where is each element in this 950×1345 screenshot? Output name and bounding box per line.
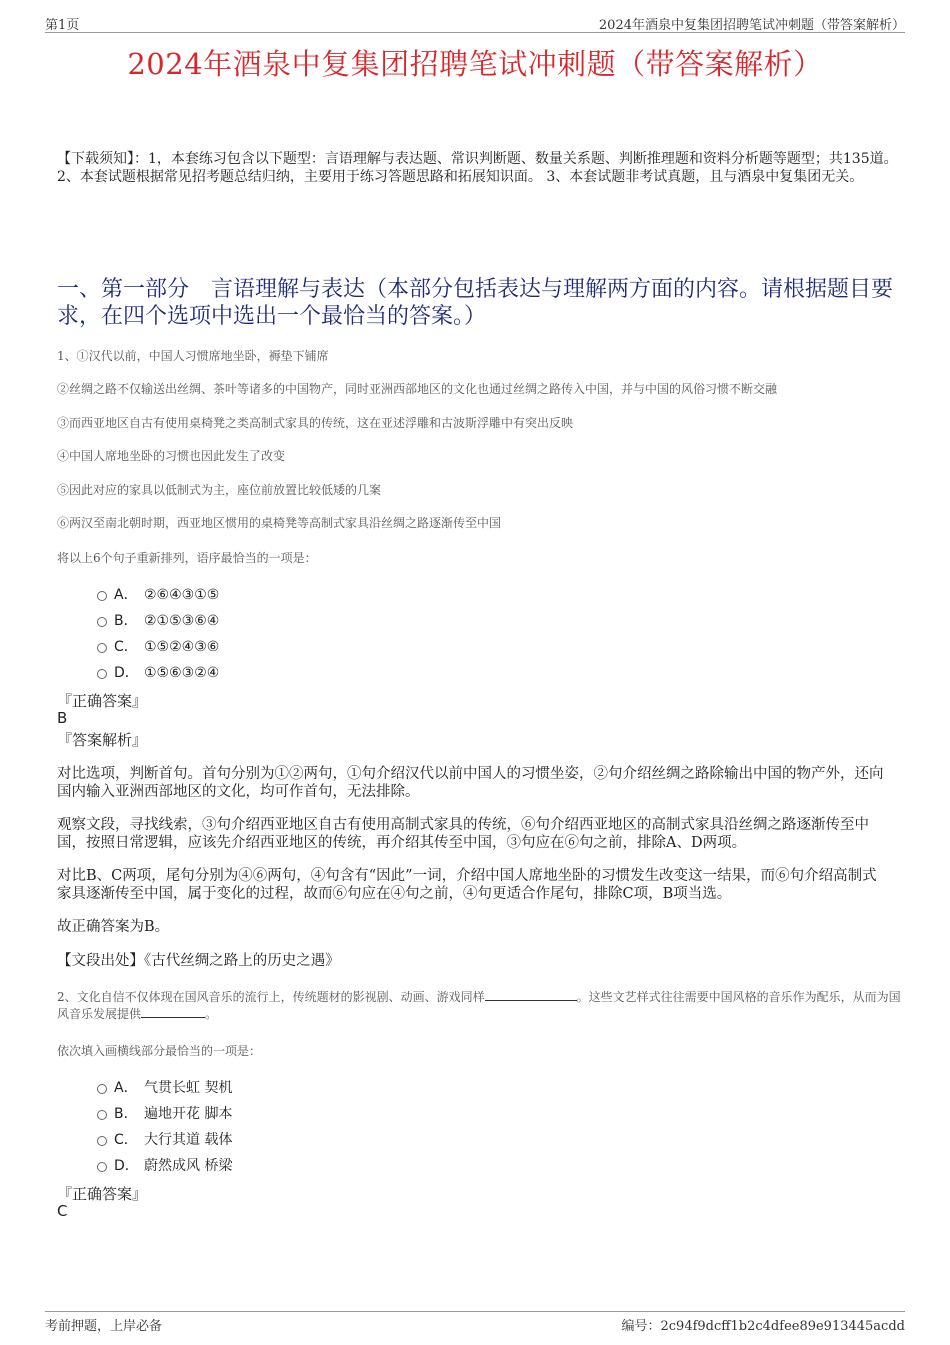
radio-icon[interactable]: [97, 591, 107, 601]
q2-answer: C: [57, 1202, 68, 1220]
q1-analysis-para-4: 故正确答案为B。: [57, 919, 170, 935]
q2-option-c[interactable]: [97, 1129, 232, 1149]
radio-icon[interactable]: [97, 1162, 107, 1172]
option-text: 蔚然成风 桥梁: [144, 1158, 233, 1174]
option-letter: B．: [114, 1106, 138, 1122]
q2-prompt: 依次填入画横线部分最恰当的一项是：: [57, 1044, 262, 1058]
q2-stem-part-1: 2、文化自信不仅体现在国风音乐的流行上，传统题材的影视剧、动画、游戏同样: [57, 990, 485, 1004]
option-text: 大行其道 载体: [144, 1132, 233, 1148]
q1-option-c[interactable]: [97, 636, 219, 656]
q1-sentence-1: 1、①汉代以前，中国人习惯席地坐卧，褥垫下铺席: [57, 349, 329, 363]
q1-sentence-6: ⑥两汉至南北朝时期，西亚地区惯用的桌椅凳等高制式家具沿丝绸之路逐渐传至中国: [57, 516, 502, 530]
option-letter: A．: [114, 587, 138, 603]
download-notice: 【下载须知】：1，本套练习包含以下题型：言语理解与表达题、常识判断题、数量关系题、判断推理题和资料分析题等题型；共135道。 2、本套试题根据常见招考题总结归纳，主要用于练习答题思路和拓展知识面。 3、本套试题非考试真题，且与酒泉中复集团无关。: [57, 151, 898, 185]
q1-option-d[interactable]: [97, 662, 219, 682]
q1-option-a[interactable]: [97, 584, 219, 604]
q1-answer: B: [57, 709, 68, 727]
q1-option-b[interactable]: [97, 610, 219, 630]
option-letter: B．: [114, 613, 138, 629]
q2-answer-label: 『正确答案』: [57, 1185, 148, 1203]
q2-blank-2: [141, 1005, 205, 1018]
q2-stem-part-3: 。: [205, 1007, 218, 1021]
page-number: 第1页: [45, 18, 80, 33]
q2-stem: [57, 988, 902, 1022]
option-text: 遍地开花 脚本: [144, 1106, 233, 1122]
q1-source: 【文段出处】《古代丝绸之路上的历史之遇》: [57, 953, 340, 969]
section-heading: 一、第一部分 言语理解与表达（本部分包括表达与理解两方面的内容。请根据题目要求，在四个选项中选出一个最恰当的答案。）: [57, 277, 894, 329]
radio-icon[interactable]: [97, 643, 107, 653]
option-text: ①⑤②④③⑥: [144, 639, 220, 655]
q2-stem-part-2: 。这些文艺样式往往需要中国风格的音乐作为配乐，从而为国风音乐发展提供: [57, 990, 901, 1021]
option-letter: D．: [114, 665, 139, 681]
option-letter: A．: [114, 1080, 138, 1096]
radio-icon[interactable]: [97, 1110, 107, 1120]
q1-analysis-para-3: 对比B、C两项，尾句分别为④⑥两句，④句含有“因此”一词，介绍中国人席地坐卧的习惯发生改变这一结果，而⑥句介绍高制式家具逐渐传至中国，属于变化的过程，故而⑥句应在④句之前，④句更适合作尾句，排除C项，B项当选。: [57, 868, 877, 902]
option-letter: C．: [114, 1132, 138, 1148]
radio-icon[interactable]: [97, 669, 107, 679]
q2-option-d[interactable]: [97, 1155, 232, 1175]
q1-sentence-3: ③而西亚地区自古有使用桌椅凳之类高制式家具的传统，这在亚述浮雕和古波斯浮雕中有突出反映: [57, 416, 574, 430]
q1-answer-label: 『正确答案』: [57, 692, 148, 710]
page-header: [45, 14, 905, 33]
footer-slogan: 考前押题，上岸必备: [45, 1319, 163, 1334]
option-text: ②①⑤③⑥④: [144, 613, 220, 629]
option-text: 气贯长虹 契机: [144, 1080, 233, 1096]
q1-analysis-para-1: 对比选项，判断首句。首句分别为①②两句，①句介绍汉代以前中国人的习惯坐姿，②句介绍丝绸之路除输出中国的物产外，还向国内输入亚洲西部地区的文化，均可作首句，无法排除。: [57, 766, 884, 800]
q2-blank-1: [485, 988, 577, 1001]
radio-icon[interactable]: [97, 1136, 107, 1146]
radio-icon[interactable]: [97, 617, 107, 627]
q2-option-a[interactable]: [97, 1077, 232, 1097]
q2-option-b[interactable]: [97, 1103, 232, 1123]
option-letter: D．: [114, 1158, 139, 1174]
option-text: ②⑥④③①⑤: [144, 587, 220, 603]
q1-analysis-para-2: 观察文段，寻找线索，③句介绍西亚地区自古有使用高制式家具的传统，⑥句介绍西亚地区的高制式家具沿丝绸之路逐渐传至中国，按照日常逻辑，应该先介绍西亚地区的传统，再介绍其传至中国，③句应在⑥句之前，排除A、D两项。: [57, 817, 869, 851]
q1-prompt: 将以上6个句子重新排列，语序最恰当的一项是：: [57, 551, 317, 565]
q1-sentence-5: ⑤因此对应的家具以低制式为主，座位前放置比较低矮的几案: [57, 483, 382, 497]
option-text: ①⑤⑥③②④: [144, 665, 220, 681]
option-letter: C．: [114, 639, 138, 655]
radio-icon[interactable]: [97, 1084, 107, 1094]
q1-sentence-4: ④中国人席地坐卧的习惯也因此发生了改变: [57, 449, 286, 463]
q1-analysis-label: 『答案解析』: [57, 731, 148, 749]
header-doc-title: 2024年酒泉中复集团招聘笔试冲刺题（带答案解析）: [598, 18, 905, 33]
page-title: 2024年酒泉中复集团招聘笔试冲刺题（带答案解析）: [127, 47, 823, 81]
page-footer: [45, 1311, 905, 1333]
q1-sentence-2: ②丝绸之路不仅输送出丝绸、茶叶等诸多的中国物产，同时亚洲西部地区的文化也通过丝绸之路传入中国，并与中国的风俗习惯不断交融: [57, 382, 778, 396]
footer-doc-id: 编号：2c94f9dcff1b2c4dfee89e913445acdd: [621, 1319, 905, 1334]
